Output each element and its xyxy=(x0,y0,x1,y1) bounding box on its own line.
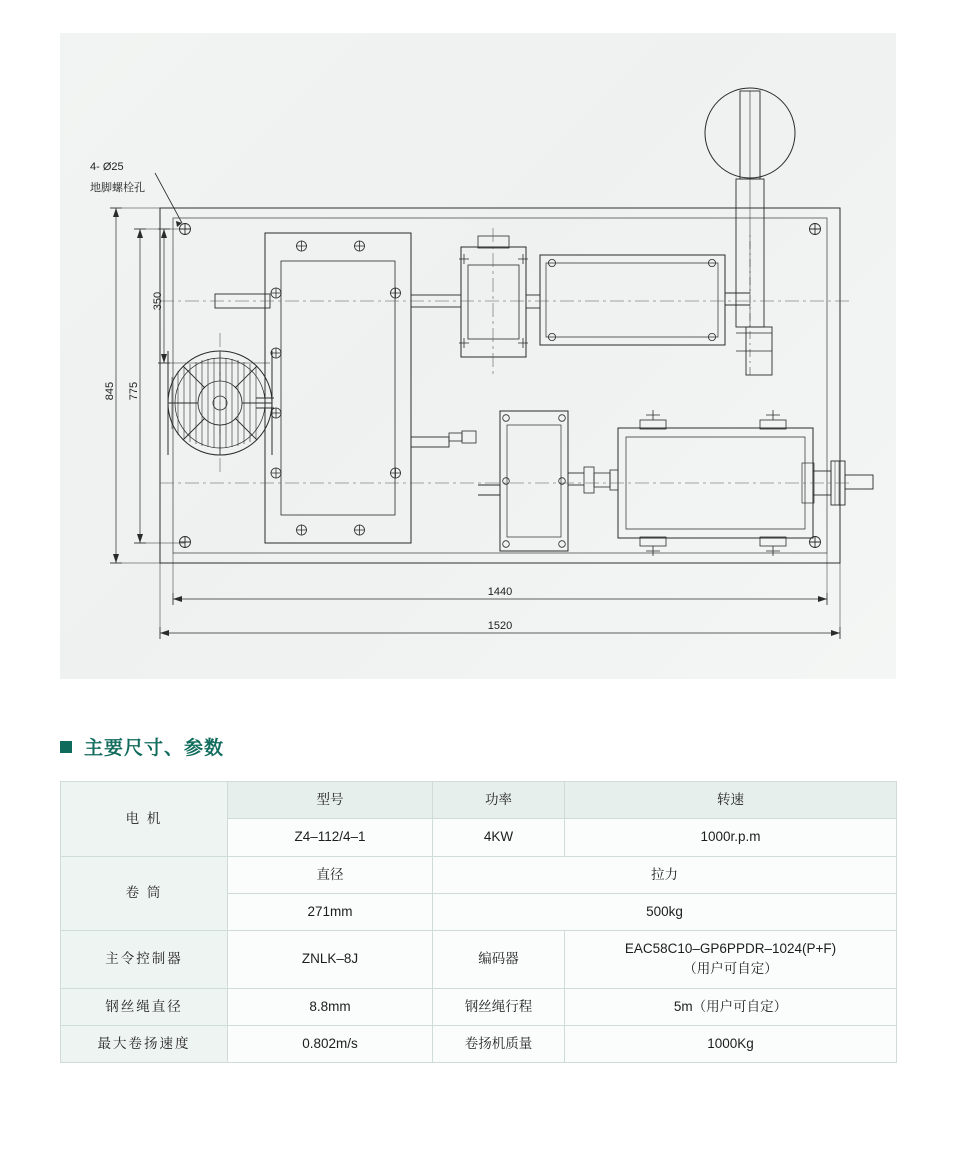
page-title: 主要尺寸、参数 xyxy=(84,738,225,759)
hole-spec-label: 4- Ø25 xyxy=(90,161,124,173)
winch-assembly-drawing xyxy=(60,33,896,679)
winch-mass-value: 1000Kg xyxy=(565,1025,897,1062)
motor-power-header: 功率 xyxy=(433,782,565,819)
table-row xyxy=(61,856,897,893)
encoder-value-line1: EAC58C10–GP6PPDR–1024(P+F) xyxy=(624,941,837,956)
row-label-encoder: 编码器 xyxy=(433,931,565,989)
specification-table xyxy=(60,781,897,1063)
dimension-1440: 1440 xyxy=(487,586,513,598)
motor-power-value: 4KW xyxy=(433,819,565,856)
hole-name-label: 地脚螺栓孔 xyxy=(90,182,145,194)
technical-drawing-panel xyxy=(60,33,896,679)
row-label-master-controller: 主令控制器 xyxy=(61,931,228,989)
max-speed-value: 0.802m/s xyxy=(228,1025,433,1062)
master-controller-value: ZNLK–8J xyxy=(228,931,433,989)
drum-pull-value: 500kg xyxy=(433,893,897,930)
table-row xyxy=(61,1025,897,1062)
dimension-845: 845 xyxy=(104,381,116,401)
table-row xyxy=(61,931,897,989)
row-label-motor: 电 机 xyxy=(61,782,228,857)
dimension-350: 350 xyxy=(152,291,164,311)
row-label-rope-diameter: 钢丝绳直径 xyxy=(61,988,228,1025)
drum-diameter-header: 直径 xyxy=(228,856,433,893)
encoder-value-line2: （用户可自定） xyxy=(683,961,778,977)
dimension-1520: 1520 xyxy=(487,620,513,632)
section-heading xyxy=(60,733,224,760)
motor-speed-value: 1000r.p.m xyxy=(565,819,897,856)
motor-model-value: Z4–112/4–1 xyxy=(228,819,433,856)
row-label-drum: 卷 筒 xyxy=(61,856,228,931)
motor-model-header: 型号 xyxy=(228,782,433,819)
table-row xyxy=(61,988,897,1025)
row-label-winch-mass: 卷扬机质量 xyxy=(433,1025,565,1062)
dimension-775: 775 xyxy=(128,381,140,401)
row-label-rope-travel: 钢丝绳行程 xyxy=(433,988,565,1025)
drum-pull-header: 拉力 xyxy=(433,856,897,893)
motor-speed-header: 转速 xyxy=(565,782,897,819)
row-label-max-speed: 最大卷扬速度 xyxy=(61,1025,228,1062)
encoder-value xyxy=(565,931,897,989)
table-row xyxy=(61,782,897,819)
rope-diameter-value: 8.8mm xyxy=(228,988,433,1025)
heading-marker-icon xyxy=(60,741,72,753)
rope-travel-value: 5m（用户可自定） xyxy=(565,988,897,1025)
drum-diameter-value: 271mm xyxy=(228,893,433,930)
